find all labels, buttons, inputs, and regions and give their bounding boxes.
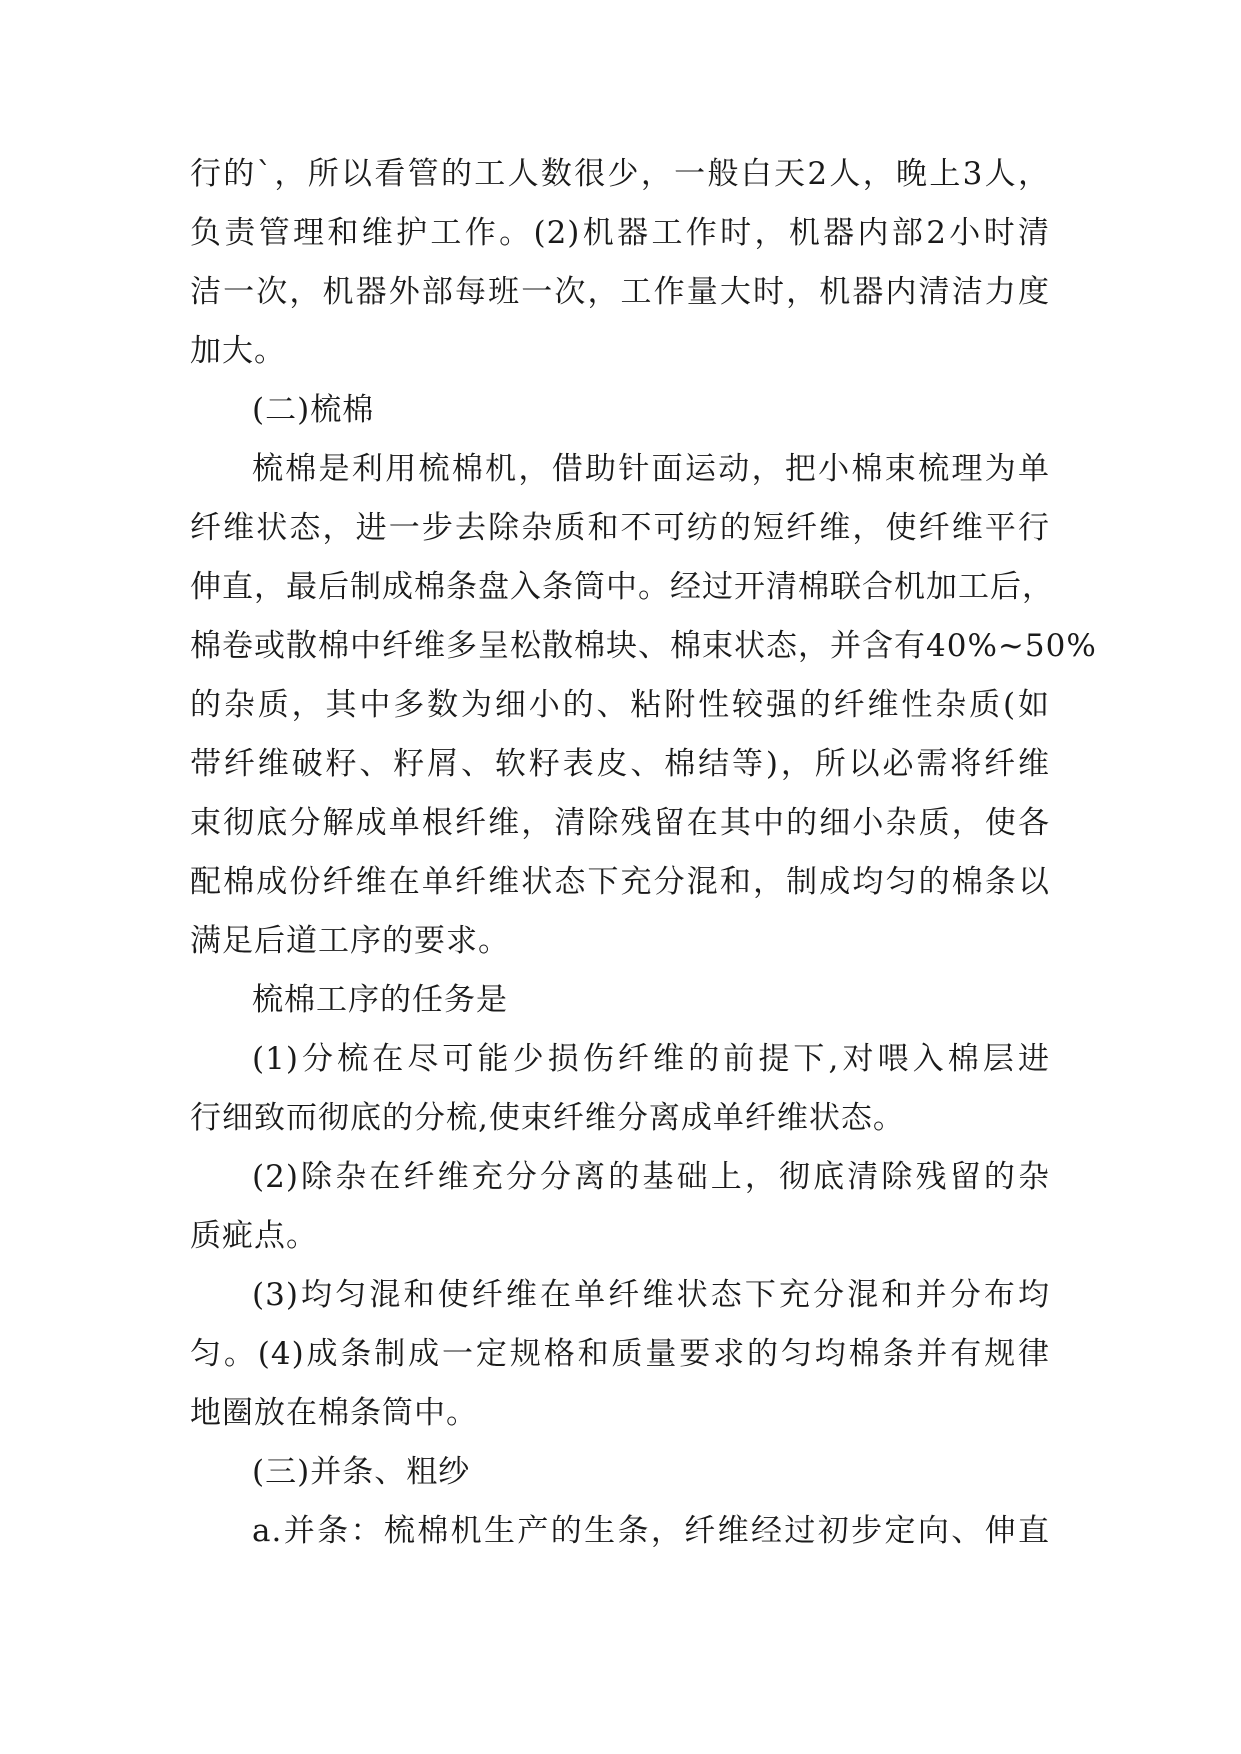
list-item-first-line: (3)均匀混和使纤维在单纤维状态下充分混和并分布均 (252, 1277, 1050, 1313)
paragraph-first-line: a.并条：梳棉机生产的生条，纤维经过初步定向、伸直 (252, 1513, 1050, 1549)
paragraph-first-line: 梳棉是利用梳棉机，借助针面运动，把小棉束梳理为单 (252, 451, 1050, 487)
text-line: 匀。(4)成条制成一定规格和质量要求的匀均棉条并有规律 (190, 1336, 1050, 1372)
section-heading: (三)并条、粗纱 (252, 1454, 471, 1490)
text-line: 带纤维破籽、籽屑、软籽表皮、棉结等)，所以必需将纤维 (190, 746, 1050, 782)
text-line: 加大。 (190, 333, 286, 369)
text-line: 行细致而彻底的分梳,使束纤维分离成单纤维状态。 (190, 1100, 905, 1136)
text-line: 地圈放在棉条筒中。 (190, 1395, 478, 1431)
text-line: 纤维状态，进一步去除杂质和不可纺的短纤维，使纤维平行 (190, 510, 1050, 546)
text-line: 梳棉工序的任务是 (252, 982, 508, 1018)
text-line: 束彻底分解成单根纤维，清除残留在其中的细小杂质，使各 (190, 805, 1050, 841)
text-line: 棉卷或散棉中纤维多呈松散棉块、棉束状态，并含有40%~50% (190, 628, 1097, 664)
section-heading: (二)梳棉 (252, 392, 375, 428)
text-line: 洁一次，机器外部每班一次，工作量大时，机器内清洁力度 (190, 274, 1050, 310)
text-line: 的杂质，其中多数为细小的、粘附性较强的纤维性杂质(如 (190, 687, 1050, 723)
list-item-first-line: (1)分梳在尽可能少损伤纤维的前提下,对喂入棉层进 (252, 1041, 1050, 1077)
list-item-first-line: (2)除杂在纤维充分分离的基础上，彻底清除残留的杂 (252, 1159, 1050, 1195)
text-line: 伸直，最后制成棉条盘入条筒中。经过开清棉联合机加工后， (190, 569, 1054, 605)
text-line: 行的`，所以看管的工人数很少，一般白天2人，晚上3人， (190, 156, 1050, 192)
text-line: 配棉成份纤维在单纤维状态下充分混和，制成均匀的棉条以 (190, 864, 1050, 900)
text-line: 负责管理和维护工作。(2)机器工作时，机器内部2小时清 (190, 215, 1050, 251)
text-line: 满足后道工序的要求。 (190, 923, 510, 959)
text-line: 质疵点。 (190, 1218, 318, 1254)
